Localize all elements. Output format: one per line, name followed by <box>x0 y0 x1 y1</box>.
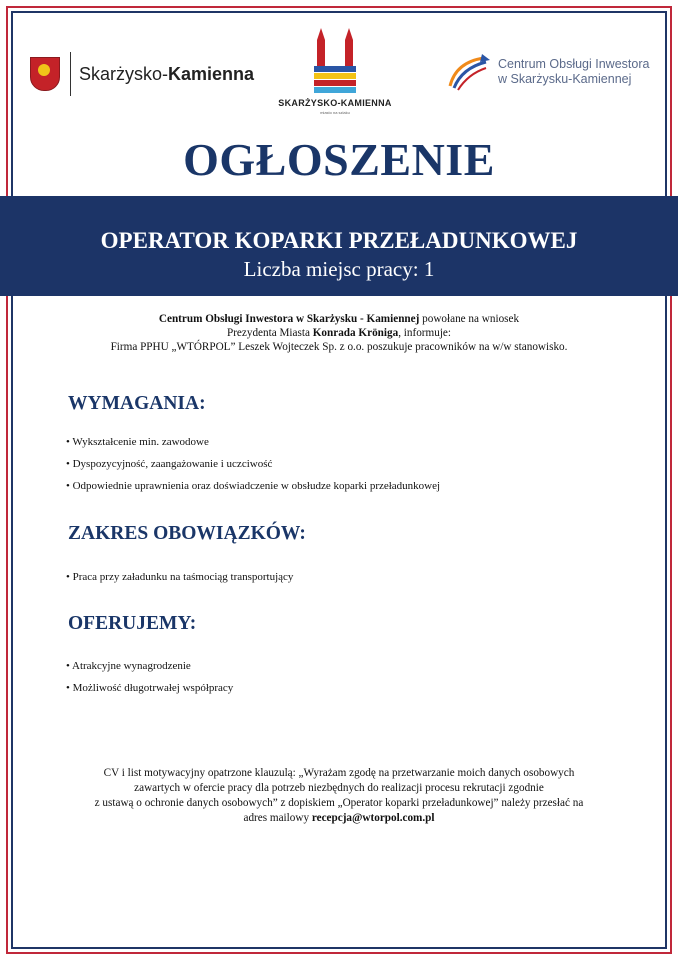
job-title: OPERATOR KOPARKI PRZEŁADUNKOWEJ <box>100 228 578 253</box>
list-item: • Odpowiednie uprawnienia oraz doświadczenie w obsłudze koparki przeładunkowej <box>66 480 441 492</box>
vacancy-count: Liczba miejsc pracy: 1 <box>243 257 435 281</box>
contact-email[interactable]: recepcja@wtorpol.com.pl <box>311 812 435 824</box>
offer-list <box>66 655 233 699</box>
list-item: • Możliwość długotrwałej współpracy <box>66 682 234 694</box>
city-name-text: Skarżysko-Kamienna <box>79 63 255 84</box>
investor-center-logo <box>446 52 649 92</box>
city-logo-left <box>30 52 254 96</box>
list-item: • Praca przy załadunku na taśmociąg transportujący <box>66 571 294 583</box>
offer-heading: OFERUJEMY: <box>68 613 197 634</box>
city-caps-text: SKARŻYSKO-KAMIENNA <box>278 98 392 108</box>
duties-heading: ZAKRES OBOWIĄZKÓW: <box>68 523 306 544</box>
list-item: • Atrakcyjne wynagrodzenie <box>66 660 191 672</box>
investor-center-name: Centrum Obsługi Inwestora w Skarżysku-Kamiennej <box>498 57 650 86</box>
page-title: OGŁOSZENIE <box>183 134 495 185</box>
requirements-list <box>66 431 440 497</box>
duties-list <box>66 566 293 588</box>
logo-divider <box>70 52 71 96</box>
job-banner <box>0 196 678 296</box>
list-item: • Dyspozycyjność, zaangażowanie i uczciwość <box>66 458 273 470</box>
swoosh-arrow-icon <box>446 52 490 92</box>
list-item: • Wykształcenie min. zawodowe <box>66 436 209 448</box>
application-instructions: CV i list motywacyjny opatrzone klauzulą: „Wyrażam zgodę na przetwarzanie moich danych osobowych zawartych w ofercie pracy dla potrzeb niezbędnych do realizacji procesu rekrutacji zgodnie z ustawą o ochronie danych osobowych” z dopiskiem „Operator koparki przeładunkowej” należy przesłać na adres mailowy recepcja@wtorpol.com.pl <box>94 767 584 824</box>
church-towers-icon <box>272 26 398 94</box>
requirements-heading: WYMAGANIA: <box>68 393 206 414</box>
city-tagline: miasto na szlaku <box>320 110 350 115</box>
city-logo-center <box>272 26 398 120</box>
intro-paragraph: Centrum Obsługi Inwestora w Skarżysku - Kamiennej powołane na wniosek Prezydenta Miasta Konrada Kröniga, informuje: Firma PPHU „WTÓRPOL” Leszek Wojteczek Sp. z o.o. poszukuje pracowników na w/w stanowisko. <box>110 313 568 353</box>
city-crest-icon <box>30 57 60 91</box>
